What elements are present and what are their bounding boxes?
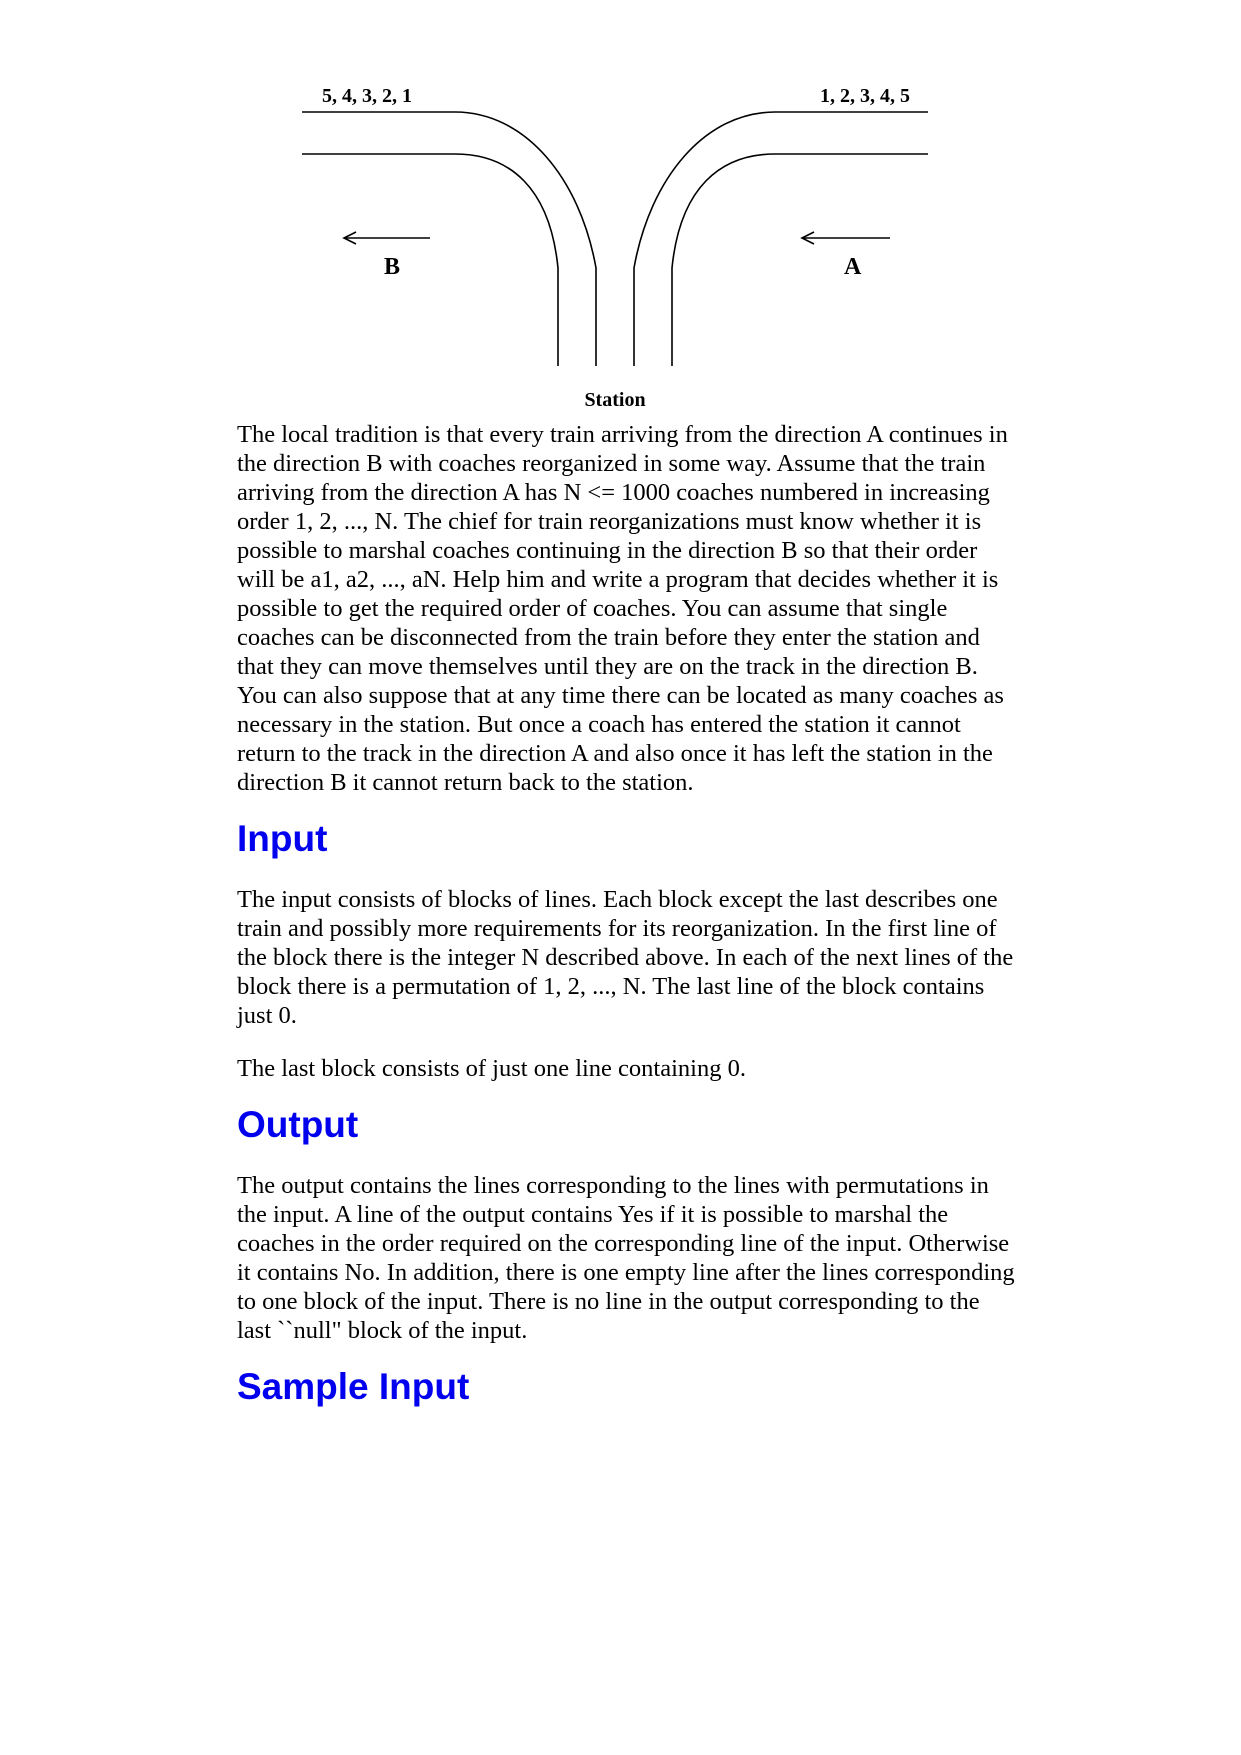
right-train-order: 1, 2, 3, 4, 5 [820, 85, 910, 107]
arrow-left-a-icon [802, 232, 890, 244]
output-heading: Output [237, 1104, 359, 1145]
intro-paragraph: The local tradition is that every train arriving from the direction A continues in the direction B with coaches reorganized in some way. Assume that the train arriving from the direction A has N <= 1000 coaches numbered in increasing order 1, 2, ..., N. The chief for train reorganizations must know whether it is possible to marshal coaches continuing in the direction B so that their order will be a1, a2, ..., aN. Help him and write a program that decides whether it is possible to get the required order of coaches. You can assume that single coaches can be disconnected from the train before they enter the station and that they can move themselves until they are on the track in the direction B. You can also suppose that at any time there can be located as many coaches as necessary in the station. But once a coach has entered the station it cannot return to the track in the direction A and also once it has left the station in the direction B it cannot return back to the station. [237, 421, 1008, 796]
rail-station-diagram [290, 78, 970, 418]
left-train-order: 5, 4, 3, 2, 1 [322, 85, 412, 107]
input-paragraph-2: The last block consists of just one line containing 0. [237, 1055, 746, 1082]
output-paragraph-1: The output contains the lines corresponding to the lines with permutations in the input. A line of the output contains Yes if it is possible to marshal the coaches in the order required on the corresponding line of the input. Otherwise it contains No. In addition, there is one empty line after the lines corresponding to one block of the input. There is no line in the output corresponding to the last ``null" block of the input. [237, 1172, 1015, 1344]
direction-b-label: B [384, 254, 401, 280]
right-inner-track [672, 154, 928, 366]
input-heading: Input [237, 818, 328, 859]
direction-a-label: A [844, 254, 862, 280]
right-outer-track [634, 112, 928, 366]
station-label: Station [584, 389, 646, 411]
input-paragraph-1: The input consists of blocks of lines. Each block except the last describes one train and possibly more requirements for its reorganization. In the first line of the block there is the integer N described above. In each of the next lines of the block there is a permutation of 1, 2, ..., N. The last line of the block contains just 0. [237, 886, 1014, 1029]
arrow-left-b-icon [344, 232, 430, 244]
sample-input-heading: Sample Input [237, 1366, 470, 1407]
problem-statement [237, 420, 1017, 1409]
left-inner-track [302, 154, 558, 366]
